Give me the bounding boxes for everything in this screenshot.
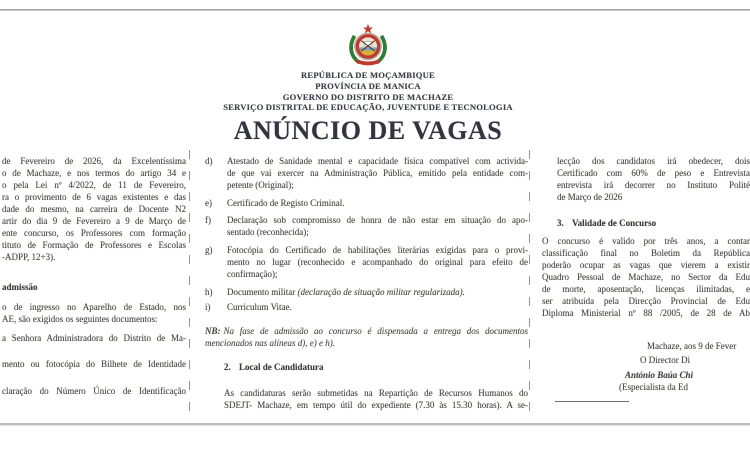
text-line: Atestado de Sanidade mental e capacidade física compatível com activida-: [227, 156, 528, 166]
middle-column: [205, 155, 528, 417]
text-line: sentado (reconhecida);: [227, 227, 309, 237]
column-separator-left: [189, 150, 190, 422]
text-line: Fotocópia do Certificado de habilitações literárias exigidas para o provi-: [227, 245, 528, 255]
item-label: g): [205, 245, 213, 255]
text-line: SDEJT- Machaze, em tempo útil do expediente (7.30 às 15.30 horas). A se-: [224, 400, 528, 410]
text-line: Diploma Ministerial nº 88 /2005, de 28 de Ab: [542, 308, 750, 318]
text-line: entrevista irá decorrer no Instituto Polité: [557, 180, 750, 190]
page-title: ANÚNCIO DE VAGAS: [233, 116, 503, 145]
section-heading-validade-de-concurso: 3. Validade de Concurso: [557, 218, 657, 228]
signoff-role: O Director Di: [640, 355, 690, 365]
text-line: ser atribuída pela Direcção Provincial de Edu: [542, 296, 750, 306]
signoff-title: (Especialista da Ed: [619, 382, 688, 392]
text-line: As candidaturas serão submetidas na Repartição de Recursos Humanos do: [224, 388, 528, 398]
header-district-government: GOVERNO DO DISTRITO DE MACHAZE: [282, 91, 454, 102]
top-border-line: [0, 9, 750, 11]
text-line: Quadro Pessoal de Machaze, no Sector da Edu: [542, 272, 750, 282]
list-item-i: [205, 301, 528, 313]
text-line: Declaração sob compromisso de honra de não estar em situação do apo-: [227, 215, 528, 225]
text-line: o pela Lei nº 4/2022, de 11 de Fevereiro,: [2, 180, 186, 190]
signoff-name: António Baúa Chi: [625, 370, 694, 380]
header-service: SERVIÇO DISTRITAL DE EDUCAÇÃO, JUVENTUDE E TECNOLOGIA: [223, 102, 513, 113]
list-item-f: [205, 214, 528, 238]
left-section-heading-fragment: admissão: [2, 282, 38, 292]
text-line: poderão ocupar as vagas que vierem a existir: [542, 260, 750, 270]
text-line: o de ingresso no Aparelho de Estado, nos: [2, 302, 186, 312]
middle-paragraph: [224, 387, 528, 411]
nota-bene: NB: Na fase de admissão ao concurso é dispensada a entrega dos documentos mencionados nas alíneas d), e) e h).: [205, 326, 528, 348]
text-line: ente concurso, os Professores com formação: [2, 228, 186, 238]
bottom-border-line: [0, 423, 750, 425]
left-doc-item-3: claração do Número Único de Identificação: [2, 386, 186, 396]
item-label: f): [205, 215, 211, 225]
left-paragraph: [2, 155, 186, 263]
text-line: o de Machaze, e nos termos do artigo 34 e: [2, 168, 186, 178]
item-label: d): [205, 156, 213, 166]
text-line: confirmação);: [227, 269, 278, 279]
right-column: [541, 155, 750, 423]
section-heading-local-de-candidatura: 2. Local de Candidatura: [224, 362, 324, 372]
text-line: de Março de 2026: [557, 192, 623, 202]
right-paragraph-2: [542, 235, 750, 319]
mozambique-coat-of-arms-icon: [345, 21, 391, 68]
text-line: petente (Original);: [227, 180, 294, 190]
text-line: -ADPP, 12+3).: [2, 252, 56, 262]
text-line: de que vai exercer na Administração Pública, emitido pela entidade com-: [227, 168, 528, 178]
text-line: de morte, aposentação, licenças ilimitadas, e: [542, 284, 750, 294]
list-item-d: [205, 155, 528, 191]
left-column: [2, 155, 186, 423]
left-doc-item-2: mento ou fotocópia do Bilhete de Identidade: [2, 359, 186, 369]
right-paragraph-1: [557, 155, 750, 203]
header-republic: REPÚBLICA DE MOÇAMBIQUE: [301, 70, 435, 80]
list-item-h: [205, 286, 528, 298]
header-province: PROVÍNCIA DE MANICA: [315, 80, 421, 91]
text-line: de Fevereiro de 2026, da Excelentíssima: [2, 156, 186, 166]
header-text-group: [0, 70, 736, 113]
text-line: ra o provimento de 6 vagas existentes e das: [2, 192, 186, 202]
item-text: Documento militar (declaração de situação militar regularizada).: [227, 287, 465, 297]
text-line: lecção dos candidatos irá obedecer, dois: [557, 156, 750, 166]
text-line: classificação final no Boletim da República: [542, 248, 750, 258]
text-line: AE, são exigidos os seguintes documentos:: [2, 314, 158, 324]
text-line: O concurso é valido por três anos, a contar: [542, 236, 750, 246]
left-intro: [2, 301, 186, 325]
item-label: i): [205, 302, 211, 312]
signature-line: [555, 401, 629, 402]
text-line: Curriculum Vitae.: [227, 302, 292, 312]
signoff-place-date: Machaze, aos 9 de Fever: [647, 341, 737, 351]
nb-label: NB:: [205, 326, 221, 336]
column-separator-right: [529, 150, 530, 422]
left-doc-item-1: a Senhora Administradora do Distrito de Ma-: [2, 333, 186, 343]
item-label: h): [205, 287, 213, 297]
text-line: mento no lugar (reconhecido e acompanhado do original para efeito de: [227, 257, 528, 267]
text-line: Certificado com 60% de peso e Entrevista: [557, 168, 750, 178]
item-label: e): [205, 198, 212, 208]
text-line: artir do dia 9 de Fevereiro a 9 de Março de: [2, 216, 186, 226]
text-line: tituto de Formação de Professores e Escolas: [2, 240, 186, 250]
text-line: Certificado de Registo Criminal.: [227, 198, 345, 208]
list-item-e: [205, 197, 528, 209]
list-item-g: [205, 244, 528, 280]
text-line: dade do mesmo, na carreira de Docente N2: [2, 204, 186, 214]
